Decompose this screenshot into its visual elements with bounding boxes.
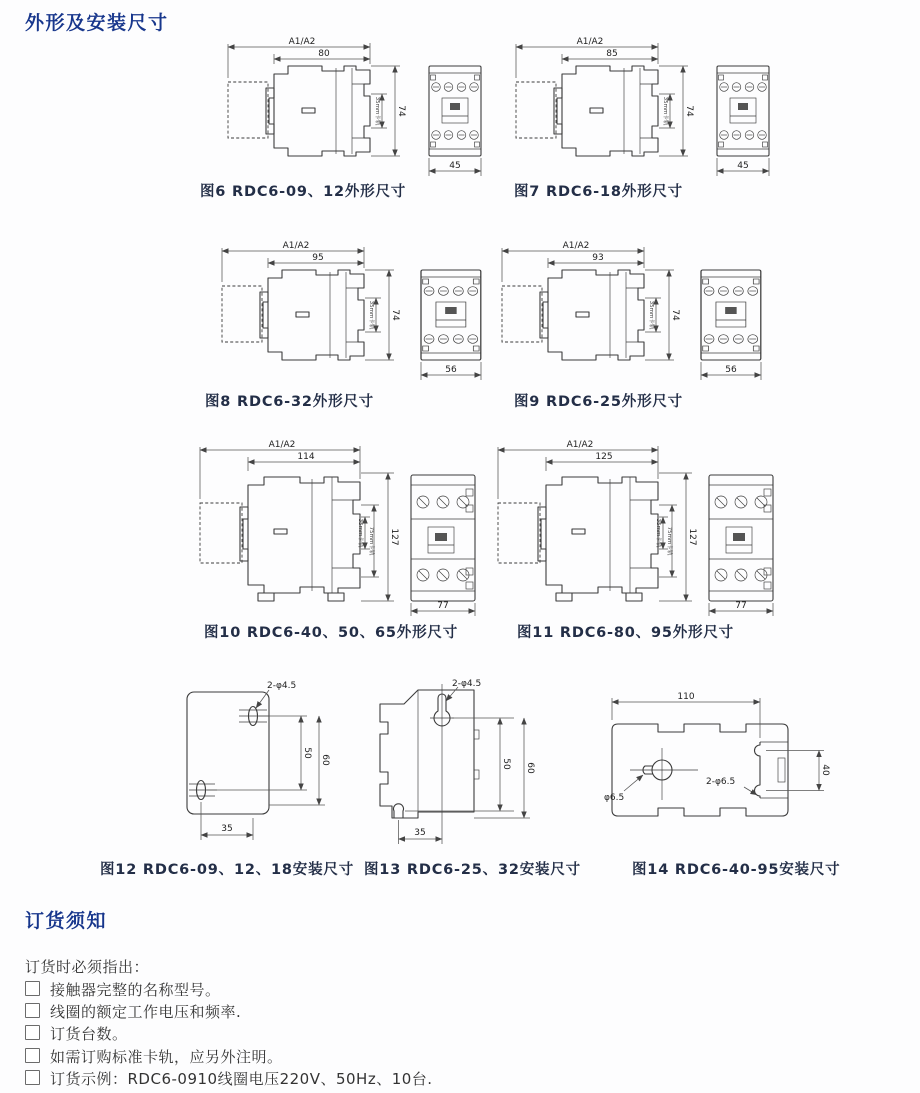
figure-7-caption: 图7 RDC6-18外形尺寸 <box>514 184 683 200</box>
page-title: 外形及安装尺寸 <box>25 12 169 34</box>
dim-coil-label: A1/A2 <box>288 37 316 47</box>
dim-coil-label: A1/A2 <box>576 37 604 47</box>
rail-label: 35mm卡轨 <box>655 518 661 548</box>
dim-width-label: 80 <box>318 49 330 59</box>
dim-front-width-label: 45 <box>737 161 749 171</box>
ordering-item <box>25 1046 283 1067</box>
figure-14-drawing <box>598 688 838 848</box>
dim-bottom-width-label: 35 <box>221 824 233 834</box>
dim-height-label: 74 <box>670 309 680 321</box>
dim-hole1-label: φ6.5 <box>604 793 625 803</box>
front-view <box>429 66 481 156</box>
dim-holes-label: 2-φ4.5 <box>452 679 482 689</box>
dim-height-label: 127 <box>687 528 697 546</box>
dim-width-label: 95 <box>312 253 324 263</box>
rail-label: 35mm卡轨 <box>357 518 363 548</box>
checkbox-icon <box>25 981 40 996</box>
dim-d1-label: 50 <box>501 758 511 770</box>
rail-label: 35mm卡轨 <box>368 300 374 330</box>
dim-width-label: 93 <box>592 253 604 263</box>
rail-label: 35mm卡轨 <box>662 96 668 126</box>
side-view <box>228 66 370 156</box>
figure-8-caption: 图8 RDC6-32外形尺寸 <box>205 394 374 410</box>
rail-label: 35mm卡轨 <box>374 96 380 126</box>
dim-height-label: 74 <box>396 105 406 117</box>
figure-13-caption: 图13 RDC6-25、32安装尺寸 <box>364 862 581 878</box>
ordering-heading: 订货须知 <box>25 910 108 932</box>
dim-width-label: 114 <box>297 452 315 462</box>
ordering-item-text: 如需订购标准卡轨，应另外注明。 <box>50 1048 283 1066</box>
figure-9-drawing <box>498 242 778 392</box>
ordering-item <box>25 1001 241 1022</box>
checkbox-icon <box>25 1025 40 1040</box>
dim-side-label: 40 <box>820 764 830 776</box>
figure-12-caption: 图12 RDC6-09、12、18安装尺寸 <box>100 862 355 878</box>
dim-d1-label: 50 <box>302 747 312 759</box>
ordering-intro: 订货时必须指出： <box>25 958 150 976</box>
figure-11-caption: 图11 RDC6-80、95外形尺寸 <box>517 625 734 641</box>
ordering-item <box>25 1068 433 1089</box>
dim-front-width-label: 56 <box>445 365 457 375</box>
dim-d2-label: 60 <box>525 762 535 774</box>
figure-14-caption: 图14 RDC6-40-95安装尺寸 <box>632 862 841 878</box>
ordering-item-text: 订货示例：RDC6-0910线圈电压220V、50Hz、10台. <box>50 1070 433 1088</box>
dim-front-width-label: 77 <box>437 601 449 611</box>
figure-6-caption: 图6 RDC6-09、12外形尺寸 <box>200 184 407 200</box>
checkbox-icon <box>25 1048 40 1063</box>
ordering-item <box>25 1023 128 1044</box>
dim-front-width-label: 77 <box>735 601 747 611</box>
dim-top-width-label: 110 <box>677 692 695 702</box>
figure-10-drawing <box>196 440 496 628</box>
figure-13-drawing <box>352 678 552 853</box>
ordering-item-text: 订货台数。 <box>50 1025 128 1043</box>
ordering-item-text: 接触器完整的名称型号。 <box>50 981 221 999</box>
figure-11-drawing <box>494 440 794 628</box>
figure-7-drawing <box>512 38 792 188</box>
figure-12-drawing <box>155 678 345 853</box>
dim-width-label: 85 <box>606 49 618 59</box>
dim-coil-label: A1/A2 <box>282 241 310 251</box>
rail-label: 35mm卡轨 <box>648 300 654 330</box>
dim-coil-label: A1/A2 <box>268 440 296 450</box>
figure-10-caption: 图10 RDC6-40、50、65外形尺寸 <box>204 625 459 641</box>
dim-holes-label: 2-φ4.5 <box>267 681 297 691</box>
rail-label: 75mm卡轨 <box>368 526 374 556</box>
dim-holes2-label: 2-φ6.5 <box>706 777 736 787</box>
dim-coil-label: A1/A2 <box>566 440 594 450</box>
dim-coil-label: A1/A2 <box>562 241 590 251</box>
dim-width-label: 125 <box>595 452 613 462</box>
figure-8-drawing <box>218 242 498 392</box>
dim-front-width-label: 45 <box>449 161 461 171</box>
checkbox-icon <box>25 1070 40 1085</box>
ordering-item-text: 线圈的额定工作电压和频率. <box>50 1003 242 1021</box>
figure-9-caption: 图9 RDC6-25外形尺寸 <box>514 394 683 410</box>
dim-front-width-label: 56 <box>725 365 737 375</box>
dim-d2-label: 60 <box>320 754 330 766</box>
dim-height-label: 127 <box>389 528 399 546</box>
rail-label: 75mm卡轨 <box>666 526 672 556</box>
ordering-item <box>25 979 221 1000</box>
dim-bottom-width-label: 35 <box>414 828 426 838</box>
dim-height-label: 74 <box>684 105 694 117</box>
dim-height-label: 74 <box>390 309 400 321</box>
checkbox-icon <box>25 1003 40 1018</box>
figure-6-drawing <box>224 38 504 188</box>
